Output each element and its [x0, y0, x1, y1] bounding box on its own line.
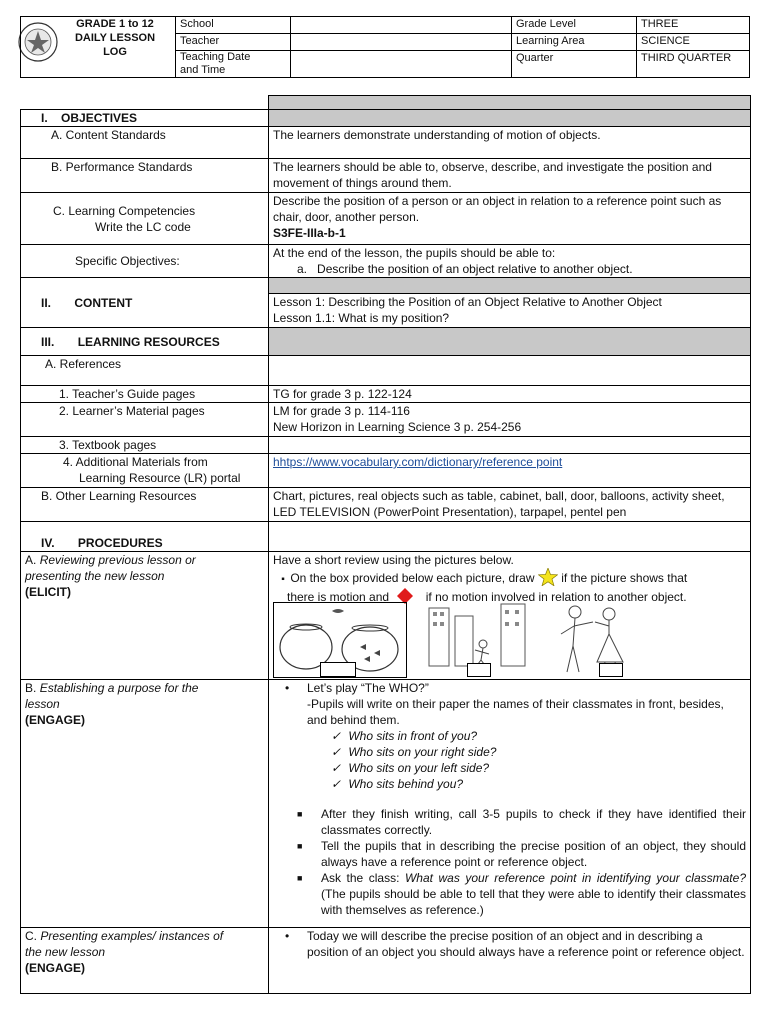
bullet-icon: • — [285, 929, 290, 943]
engage-bullet — [273, 680, 746, 696]
grade-level-value: THREE — [637, 17, 750, 34]
date-label-line1: Teaching Date — [180, 51, 251, 63]
grade-title: GRADE 1 to 12 — [76, 18, 154, 30]
star-icon — [538, 568, 558, 586]
objectives-num: I. — [41, 111, 48, 125]
competency-value-cell — [269, 193, 751, 245]
dancing-couple-picture — [549, 602, 639, 678]
other-resources-label: B. Other Learning Resources — [21, 488, 269, 522]
specific-item-text: Describe the position of an object relative to another object. — [317, 262, 633, 276]
learning-area-label: Learning Area — [512, 34, 637, 51]
additional-label-cell — [21, 454, 269, 488]
question-item: ✓ Who sits on your right side? — [331, 745, 497, 759]
tg-value: TG for grade 3 p. 122-124 — [269, 386, 751, 403]
elicit-tag: (ELICIT) — [25, 585, 71, 599]
engage-item-1: ■ After they finish writing, call 3-5 pupils to check if they have identified their classmates correctly. — [297, 807, 746, 837]
competency-label-line1: C. Learning Competencies — [53, 203, 196, 218]
engage-label-2: lesson — [25, 697, 60, 711]
presenting-label-2: the new lesson — [25, 945, 106, 959]
specific-item-marker: a. — [297, 262, 308, 276]
log-title-line1: DAILY LESSON — [74, 32, 156, 44]
textbook-label: 3. Textbook pages — [21, 437, 269, 454]
content-standards-label: A. Content Standards — [21, 127, 269, 159]
elicit-intro: Have a short review using the pictures below. — [273, 553, 514, 567]
content-num: II. — [41, 295, 52, 310]
square-bullet-icon: ■ — [297, 873, 303, 883]
additional-label-2: Learning Resource (LR) portal — [79, 471, 241, 485]
lesson-table — [20, 95, 751, 994]
elicit-bullet — [273, 568, 746, 588]
log-title-cell — [21, 17, 176, 78]
check-icon: ✓ — [331, 729, 342, 743]
specific-objectives-label: Specific Objectives: — [21, 245, 269, 278]
elicit-bullet-text-2: if the picture shows that — [561, 571, 688, 585]
question-list — [273, 728, 746, 792]
specific-intro: At the end of the lesson, the pupils should be able to: — [273, 246, 556, 260]
school-label: School — [176, 17, 291, 34]
presenting-tag: (ENGAGE) — [25, 961, 85, 975]
presenting-text: Today we will describe the precise position of an object and in describing a position of an object you should always have a reference point or reference object. — [307, 929, 745, 959]
other-resources-value: Chart, pictures, real objects such as table, cabinet, ball, door, balloons, activity sheet, LED TELEVISION (PowerPoint Presentation), tarpapel, pentel pen — [269, 488, 751, 522]
quarter-label: Quarter — [512, 51, 637, 78]
elicit-bullet-text-4: if no motion involved in relation to another object. — [425, 590, 687, 604]
elicit-label-1: Reviewing previous lesson or — [39, 553, 196, 567]
competency-value: Describe the position of a person or an object in relation to a reference point such as chair, door, another person. — [273, 194, 722, 224]
content-value-cell — [269, 294, 751, 328]
engage-item-2: ■ Tell the pupils that in describing the precise position of an object, they should always have a reference point or reference object. — [297, 839, 746, 869]
objectives-title: OBJECTIVES — [61, 111, 138, 125]
presenting-content-cell — [269, 928, 751, 994]
log-title-line2: LOG — [103, 46, 127, 58]
competency-label-cell — [21, 193, 269, 245]
competency-label-line2: Write the LC code — [95, 219, 191, 234]
question-item: ✓ Who sits on your left side? — [331, 761, 490, 775]
additional-value-cell — [269, 454, 751, 488]
engage-content-cell — [269, 680, 751, 928]
elicit-prefix: A. — [25, 553, 37, 567]
resources-num: III. — [41, 334, 55, 349]
answer-box-3[interactable] — [599, 663, 623, 677]
lm-label: 2. Learner’s Material pages — [21, 403, 269, 437]
additional-label-1: 4. Additional Materials from — [63, 455, 208, 469]
grade-level-label: Grade Level — [512, 17, 637, 34]
engage-item-3: ■ Ask the class: What was your reference point in identifying your classmate? (The pupils should be able to tell that they were able to identify their classmates with themselves as reference.) — [297, 871, 746, 917]
top-gray-band — [269, 96, 751, 110]
procedures-heading — [21, 522, 269, 552]
header-table — [20, 16, 750, 78]
competency-code: S3FE-IIIa-b-1 — [273, 226, 346, 240]
date-label-cell — [176, 51, 291, 78]
school-value — [291, 17, 512, 34]
engage-label-cell — [21, 680, 269, 928]
performance-standards-label: B. Performance Standards — [21, 159, 269, 193]
elicit-label-cell — [21, 552, 269, 680]
question-item: ✓ Who sits behind you? — [331, 777, 464, 791]
square-bullet-icon: ■ — [297, 809, 303, 819]
resources-title: LEARNING RESOURCES — [77, 334, 220, 349]
check-icon: ✓ — [331, 761, 342, 775]
elicit-bullet-text-3: there is motion and — [287, 590, 390, 604]
answer-box-2[interactable] — [467, 663, 491, 677]
performance-standards-value: The learners should be able to, observe, describe, and investigate the position and movement of things around them. — [269, 159, 751, 193]
resources-heading — [21, 328, 269, 356]
content-line1: Lesson 1: Describing the Position of an Object Relative to Another Object — [273, 295, 662, 309]
square-bullet-icon: ■ — [297, 841, 303, 851]
lm-value-1: LM for grade 3 p. 114-116 — [273, 404, 410, 418]
teacher-value — [291, 34, 512, 51]
content-line2: Lesson 1.1: What is my position? — [273, 311, 450, 325]
procedures-num: IV. — [41, 536, 55, 550]
elicit-bullet-text-1: On the box provided below each picture, draw — [290, 571, 535, 585]
date-value — [291, 51, 512, 78]
lm-value-cell — [269, 403, 751, 437]
engage-bullet-text: Let’s play “The WHO?” — [307, 681, 429, 695]
engage-desc: -Pupils will write on their paper the names of their classmates in front, besides, and behind them. — [307, 697, 724, 727]
question-item: ✓ Who sits in front of you? — [331, 729, 478, 743]
quarter-value: THIRD QUARTER — [637, 51, 750, 78]
check-icon: ✓ — [331, 777, 342, 791]
references-label: A. References — [21, 356, 269, 386]
reference-point-link[interactable]: hhtps://www.vocabulary.com/dictionary/reference point — [273, 455, 563, 469]
square-bullet-icon: ▪ — [281, 574, 285, 585]
objectives-heading — [21, 110, 269, 127]
check-icon: ✓ — [331, 745, 342, 759]
engage-prefix: B. — [25, 681, 37, 695]
tg-label: 1. Teacher’s Guide pages — [21, 386, 269, 403]
date-label-line2: and Time — [180, 64, 226, 76]
content-standards-value: The learners demonstrate understanding of motion of objects. — [269, 127, 751, 159]
engage-label-1: Establishing a purpose for the — [39, 681, 199, 695]
procedures-title: PROCEDURES — [77, 536, 163, 550]
bullet-icon: • — [285, 681, 290, 695]
elicit-content-cell — [269, 552, 751, 680]
presenting-label-1: Presenting examples/ instances of — [40, 929, 224, 943]
learning-area-value: SCIENCE — [637, 34, 750, 51]
engage-tag: (ENGAGE) — [25, 713, 85, 727]
specific-item — [273, 261, 746, 277]
presenting-prefix: C. — [25, 929, 37, 943]
answer-box-1[interactable] — [320, 662, 356, 677]
presenting-label-cell — [21, 928, 269, 994]
lm-value-2: New Horizon in Learning Science 3 p. 254-256 — [273, 420, 522, 434]
content-title: CONTENT — [74, 295, 133, 310]
elicit-label-2: presenting the new lesson — [25, 569, 165, 583]
teacher-label: Teacher — [176, 34, 291, 51]
content-heading — [21, 278, 269, 328]
specific-objectives-cell — [269, 245, 751, 278]
